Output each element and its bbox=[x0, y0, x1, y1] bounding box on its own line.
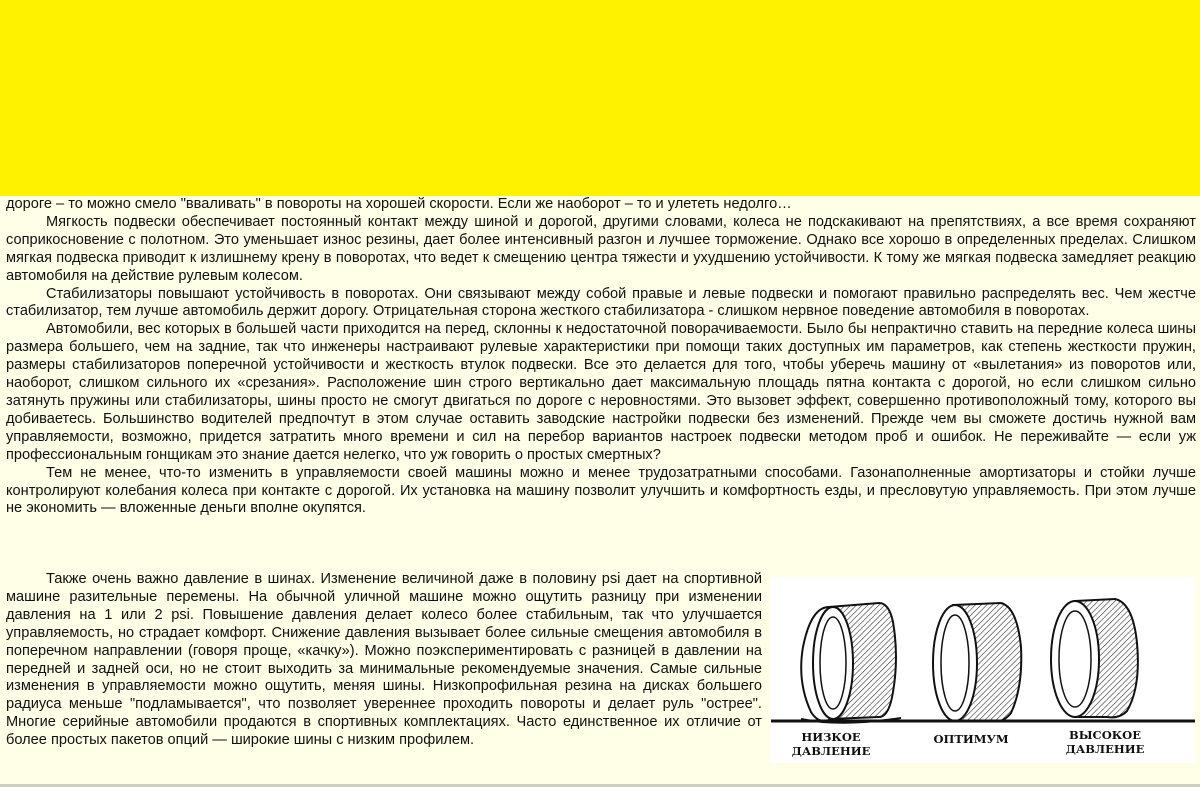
tire-diagram bbox=[771, 577, 1195, 763]
label-high-2: ДАВЛЕНИЕ bbox=[1065, 742, 1145, 756]
high-pressure-tire bbox=[1051, 599, 1138, 717]
tire-pressure-text bbox=[6, 571, 762, 750]
tire-pressure-illustration bbox=[771, 577, 1195, 763]
top-banner bbox=[0, 0, 1200, 196]
paragraph: Мягкость подвески обеспечивает постоянный контакт между шиной и дорогой, другими словами, колеса не подскакивают на препятствиях, а все время сохраняют соприкосновение с полотном. Это уменьшает износ резины, дает более интенсивный разгон и лучшее торможение. Однако все хорошо в определенных пределах. Слишком мягкая подвеска приводит к излишнему крену в поворотах, что ведет к смещению центра тяжести и ухудшению устойчивости. К тому же мягкая подвеска замедляет реакцию автомобиля на действие рулевым колесом. bbox=[6, 213, 1196, 284]
paragraph: Стабилизаторы повышают устойчивость в поворотах. Они связывают между собой правые и левые подвески и помогают правильно распределять вес. Чем жестче стабилизатор, тем лучше автомобиль держит дорогу. Отрицательная сторона жесткого стабилизатора - слишком нервное поведение автомобиля в поворотах. bbox=[6, 285, 1196, 320]
label-low-2: ДАВЛЕНИЕ bbox=[791, 744, 871, 758]
paragraph: дороге – то можно смело "вваливать" в повороты на хорошей скорости. Если же наоборот – то и улететь недолго… bbox=[6, 196, 792, 212]
paragraph: Также очень важно давление в шинах. Изменение величиной даже в половину psi дает на спортивной машине разительные перемены. На обычной уличной машине можно ощутить разницу при изменении давления на 1 или 2 psi. Повышение давления делает колесо более стабильным, так что улучшается управляемость, но страдает комфорт. Снижение давления вызывает более сильные смещения автомобиля в поперечном направлении (говоря проще, «качку»). Можно поэкспериментировать с разницей в давлении на передней и задней оси, но не стоит выходить за минимальные рекомендуемые значения. Самые сильные изменения в управляемости можно ощутить, меняя шины. Низкопрофильная резина на дисках большего радиуса меньше "подламывается", что позволяет увереннее проходить повороты и делает руль "острее". Многие серийные автомобили продаются в спортивных комплектациях. Часто единственное их отличие от более простых пакетов опций — широкие шины с низким профилем. bbox=[6, 571, 762, 749]
label-low-1: НИЗКОЕ bbox=[801, 730, 861, 744]
low-pressure-tire bbox=[801, 603, 901, 723]
optimum-tire bbox=[933, 603, 1021, 721]
label-high-1: ВЫСОКОЕ bbox=[1069, 728, 1141, 742]
paragraph: Автомобили, вес которых в большей части приходится на перед, склонны к недостаточной поворачиваемости. Было бы непрактично ставить на передние колеса шины размера большего, чем на задние, так что инженеры настраивают рулевые характеристики при помощи таких доступных им параметров, как степень жесткости пружин, размеры стабилизаторов поперечной устойчивости и жесткость втулок подвески. Все это делается для того, чтобы уберечь машину от «вылетания» из поворотов или, наоборот, слишком сильного их «срезания». Расположение шин строго вертикально дает максимальную площадь пятна контакта с дорогой, но если слишком сильно затянуть пружины или стабилизаторы, шины просто не смогут двигаться по дороге с неровностями. Это вызовет эффект, совершенно противоположный тому, которого вы добиваетесь. Большинство водителей предпочтут в этом случае оставить заводские настройки подвески без изменений. Прежде чем вы сможете достичь нужной вам управляемости, возможно, придется затратить много времени и сил на перебор вариантов настроек подвески методом проб и ошибок. Не переживайте — если уж профессиональным гонщикам это знание дается нелегко, что уж говорить о простых смертных? bbox=[6, 321, 1196, 463]
label-optimum: ОПТИМУМ bbox=[933, 732, 1009, 746]
paragraph: Тем не менее, что-то изменить в управляемости своей машины можно и менее трудозатратными способами. Газонаполненные амортизаторы и стойки лучше контролируют колебания колеса при контакте с дорогой. Их установка на машину позволит улучшить и комфортность езды, и пресловутую управляемость. При этом лучше не экономить — вложенные деньги вполне окупятся. bbox=[6, 464, 1196, 517]
article-text bbox=[6, 196, 1196, 518]
